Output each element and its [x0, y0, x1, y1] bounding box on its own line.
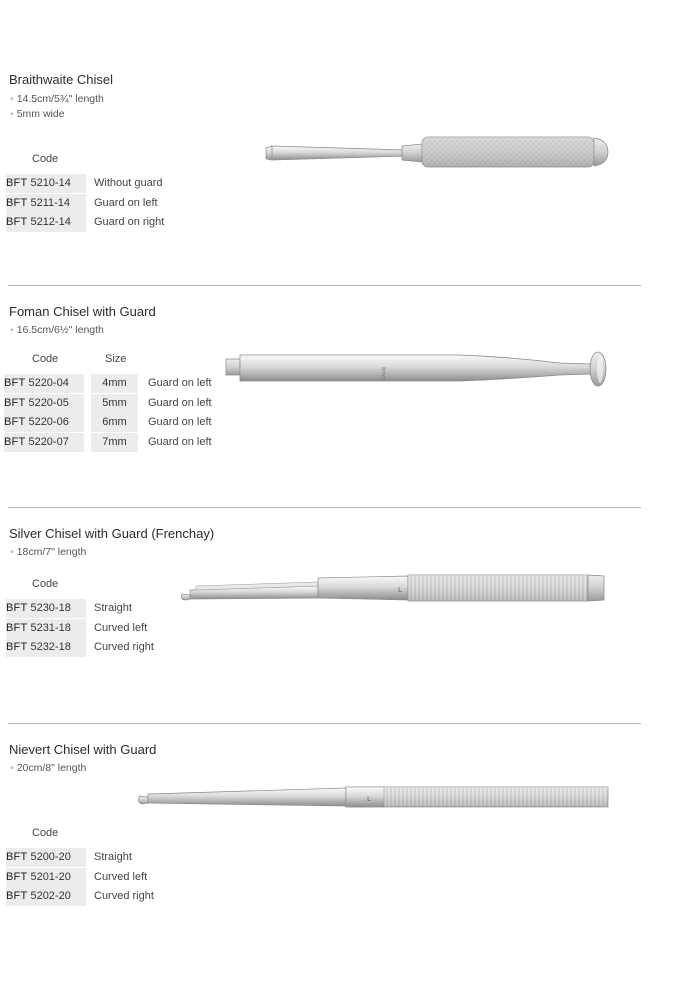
svg-text:6mm: 6mm [380, 367, 386, 380]
nievert-chisel-image [134, 780, 614, 814]
foman-chisel-image [220, 345, 620, 393]
product-description: Straight [94, 851, 132, 863]
product-code: BFT 5212-14 [6, 213, 86, 232]
product-size: 4mm [91, 374, 138, 393]
product-description: Straight [94, 602, 132, 614]
product-description: Guard on left [148, 377, 212, 389]
braithwaite-chisel-image [262, 132, 612, 172]
product-description: Guard on left [148, 416, 212, 428]
product-title: Foman Chisel with Guard [9, 304, 156, 319]
product-size: 6mm [91, 413, 138, 432]
section-divider [8, 723, 641, 724]
product-description: Curved right [94, 890, 154, 902]
product-spec: • 18cm/7" length [10, 546, 87, 558]
product-spec: • 14.5cm/5¾" length [10, 93, 104, 105]
product-spec: • 5mm wide [10, 108, 65, 120]
product-title: Nievert Chisel with Guard [9, 742, 157, 757]
product-description: Without guard [94, 177, 163, 189]
product-code: BFT 5230-18 [6, 599, 86, 618]
product-size: 5mm [91, 394, 138, 413]
product-code: BFT 5220-05 [4, 394, 84, 413]
product-code: BFT 5202-20 [6, 887, 86, 906]
product-description: Curved left [94, 622, 148, 634]
product-code: BFT 5220-07 [4, 433, 84, 452]
product-size: 7mm [91, 433, 138, 452]
code-column-header: Code [32, 578, 59, 590]
code-column-header: Code [32, 153, 59, 165]
section-divider [8, 507, 641, 508]
silver-chisel-image [178, 568, 608, 608]
product-spec: • 16.5cm/6½" length [10, 324, 104, 336]
product-code: BFT 5220-06 [4, 413, 84, 432]
product-description: Guard on left [148, 397, 212, 409]
product-code: BFT 5201-20 [6, 868, 86, 887]
product-code: BFT 5231-18 [6, 619, 86, 638]
size-column-header: Size [105, 353, 127, 365]
product-description: Guard on left [94, 197, 158, 209]
product-title: Braithwaite Chisel [9, 72, 114, 87]
svg-text:L: L [367, 795, 371, 803]
product-code: BFT 5211-14 [6, 194, 86, 213]
product-code: BFT 5220-04 [4, 374, 84, 393]
product-description: Curved right [94, 641, 154, 653]
product-code: BFT 5200-20 [6, 848, 86, 867]
code-column-header: Code [32, 827, 59, 839]
product-description: Guard on right [94, 216, 165, 228]
product-title: Silver Chisel with Guard (Frenchay) [9, 526, 215, 541]
section-divider [8, 285, 641, 286]
product-code: BFT 5232-18 [6, 638, 86, 657]
product-description: Guard on left [148, 436, 212, 448]
svg-text:L: L [398, 586, 402, 594]
code-column-header: Code [32, 353, 59, 365]
product-spec: • 20cm/8" length [10, 762, 87, 774]
product-description: Curved left [94, 871, 148, 883]
product-code: BFT 5210-14 [6, 174, 86, 193]
